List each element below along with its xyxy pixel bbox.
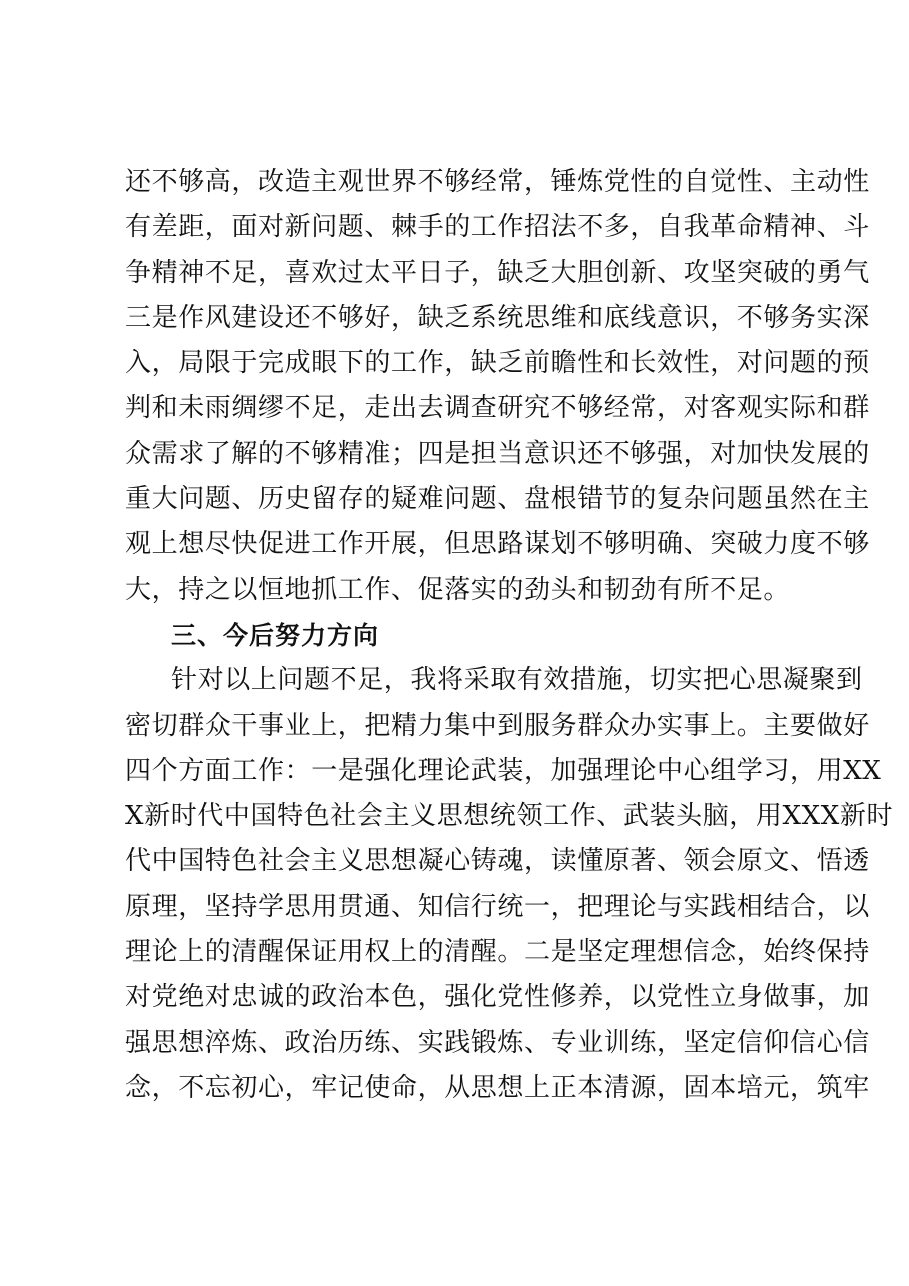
paragraph-line: 还不够高，改造主观世界不够经常，锤炼党性的自觉性、主动性 (125, 167, 870, 197)
paragraph-line: 原理，坚持学思用贯通、知信行统一，把理论与实践相结合，以 (125, 891, 870, 922)
paragraph-line: 四个方面工作：一是强化理论武装，加强理论中心组学习，用XX (125, 755, 882, 786)
paragraph-line: X新时代中国特色社会主义思想统领工作、武装头脑，用XXX新时 (125, 801, 894, 832)
paragraph-line: 重大问题、历史留存的疑难问题、盘根错节的复杂问题虽然在主 (125, 484, 870, 515)
paragraph-line: 大，持之以恒地抓工作、促落实的劲头和韧劲有所不足。 (125, 574, 791, 605)
paragraph-line: 判和未雨绸缪不足，走出去调查研究不够经常，对客观实际和群 (125, 393, 870, 424)
section-heading: 三、今后努力方向 (171, 620, 380, 650)
paragraph-line: 强思想淬炼、政治历练、实践锻炼、专业训练，坚定信仰信心信 (125, 1027, 870, 1058)
paragraph-line: 众需求了解的不够精准；四是担当意识还不够强，对加快发展的 (125, 438, 870, 469)
paragraph-line: 理论上的清醒保证用权上的清醒。二是坚定理想信念，始终保持 (125, 937, 870, 968)
paragraph-line: 三是作风建设还不够好，缺乏系统思维和底线意识，不够务实深 (125, 302, 870, 333)
paragraph-line: 针对以上问题不足，我将采取有效措施，切实把心思凝聚到 (171, 665, 863, 696)
paragraph-line: 入，局限于完成眼下的工作，缺乏前瞻性和长效性，对问题的预 (125, 348, 870, 379)
paragraph-line: 代中国特色社会主义思想凝心铸魂，读懂原著、领会原文、悟透 (125, 846, 870, 877)
paragraph-line: 观上想尽快促进工作开展，但思路谋划不够明确、突破力度不够 (125, 529, 870, 560)
document-body (125, 160, 894, 1111)
paragraph-line: 争精神不足，喜欢过太平日子，缺乏大胆创新、攻坚突破的勇气 (125, 257, 870, 288)
paragraph-line: 念，不忘初心，牢记使命，从思想上正本清源，固本培元，筑牢 (125, 1072, 870, 1103)
paragraph-line: 密切群众干事业上，把精力集中到服务群众办实事上。主要做好 (125, 710, 870, 741)
paragraph-line: 有差距，面对新问题、棘手的工作招法不多，自我革命精神、斗 (125, 212, 870, 243)
paragraph-line: 对党绝对忠诚的政治本色，强化党性修养，以党性立身做事，加 (125, 982, 870, 1013)
